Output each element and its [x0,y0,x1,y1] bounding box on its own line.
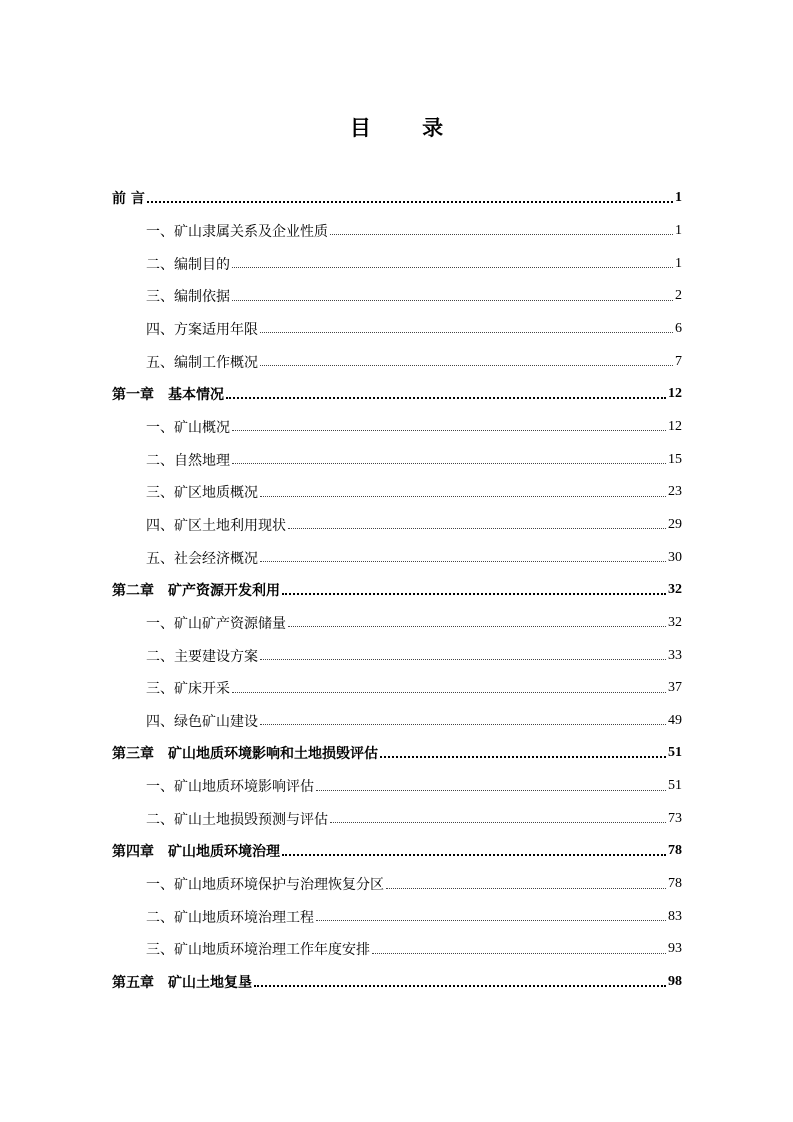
toc-page-number: 1 [675,255,682,271]
toc-dot-leader [260,710,666,725]
toc-dot-leader [330,808,666,823]
toc-page-number: 33 [668,647,682,663]
toc-section-entry[interactable] [112,247,682,280]
toc-page-number: 78 [668,876,682,892]
toc-dot-leader [288,514,666,529]
toc-page-number: 12 [668,386,682,402]
toc-entry-label: 第一章 基本情况 [112,387,224,404]
toc-entry-label: 三、矿区地质概况 [146,485,258,502]
toc-page-number: 1 [675,190,682,206]
toc-entry-label: 三、编制依据 [146,289,230,306]
toc-section-entry[interactable] [112,476,682,509]
toc-section-entry[interactable] [112,280,682,313]
toc-entry-label: 第三章 矿山地质环境影响和土地损毁评估 [112,746,378,763]
page-title: 目 录 [349,116,466,140]
toc-section-entry[interactable] [112,770,682,803]
toc-entry-label: 三、矿山地质环境治理工作年度安排 [146,942,370,959]
toc-dot-leader [260,482,666,497]
toc-section-entry[interactable] [112,705,682,738]
toc-chapter-entry[interactable] [112,574,682,607]
toc-entry-label: 一、矿山概况 [146,419,230,436]
toc-dot-leader [260,318,673,333]
toc-dot-leader [316,776,666,791]
table-of-contents [112,182,682,998]
toc-page-number: 1 [675,222,682,238]
toc-entry-label: 第四章 矿山地质环境治理 [112,844,280,861]
toc-dot-leader [260,547,666,562]
toc-entry-label: 四、矿区土地利用现状 [146,517,286,534]
toc-section-entry[interactable] [112,215,682,248]
toc-page-number: 98 [668,974,682,990]
toc-entry-label: 三、矿床开采 [146,681,230,698]
toc-entry-label: 一、矿山地质环境影响评估 [146,779,314,796]
toc-entry-label: 第二章 矿产资源开发利用 [112,583,280,600]
toc-dot-leader [316,906,666,921]
toc-dot-leader [232,253,673,268]
toc-dot-leader [288,612,666,627]
toc-section-entry[interactable] [112,607,682,640]
toc-section-entry[interactable] [112,933,682,966]
toc-dot-leader [254,971,666,987]
toc-chapter-entry[interactable] [112,966,682,999]
toc-section-entry[interactable] [112,345,682,378]
toc-chapter-entry[interactable] [112,182,682,215]
toc-chapter-entry[interactable] [112,378,682,411]
toc-chapter-entry[interactable] [112,835,682,868]
toc-section-entry[interactable] [112,411,682,444]
toc-entry-label: 二、编制目的 [146,256,230,273]
toc-section-entry[interactable] [112,802,682,835]
toc-page-number: 32 [668,614,682,630]
toc-entry-label: 二、主要建设方案 [146,648,258,665]
toc-page-number: 15 [668,451,682,467]
toc-dot-leader [232,678,666,693]
toc-entry-label: 二、自然地理 [146,452,230,469]
toc-page-number: 32 [668,582,682,598]
toc-section-entry[interactable] [112,443,682,476]
toc-entry-label: 二、矿山土地损毁预测与评估 [146,811,328,828]
toc-chapter-entry[interactable] [112,737,682,770]
toc-entry-label: 四、绿色矿山建设 [146,713,258,730]
toc-page-number: 29 [668,516,682,532]
toc-dot-leader [147,187,673,203]
toc-section-entry[interactable] [112,313,682,346]
toc-entry-label: 一、矿山地质环境保护与治理恢复分区 [146,877,384,894]
toc-page-number: 6 [675,320,682,336]
toc-dot-leader [232,416,666,431]
toc-entry-label: 五、社会经济概况 [146,550,258,567]
toc-entry-label: 四、方案适用年限 [146,321,258,338]
toc-dot-leader [232,449,666,464]
toc-page-number: 93 [668,941,682,957]
toc-entry-label: 第五章 矿山土地复垦 [112,975,252,992]
toc-section-entry[interactable] [112,509,682,542]
toc-section-entry[interactable] [112,639,682,672]
toc-page-number: 7 [675,353,682,369]
toc-dot-leader [282,579,666,595]
toc-entry-label: 一、矿山隶属关系及企业性质 [146,223,328,240]
toc-page-number: 83 [668,908,682,924]
toc-entry-label: 一、矿山矿产资源储量 [146,615,286,632]
toc-dot-leader [232,286,673,301]
toc-page-number: 37 [668,680,682,696]
toc-dot-leader [226,383,666,399]
toc-section-entry[interactable] [112,541,682,574]
toc-page-number: 23 [668,484,682,500]
toc-page-number: 12 [668,418,682,434]
toc-entry-label: 前 言 [112,191,145,208]
toc-dot-leader [372,939,666,954]
toc-page-number: 78 [668,843,682,859]
toc-page-number: 51 [668,778,682,794]
toc-dot-leader [282,840,666,856]
toc-dot-leader [380,742,666,758]
toc-section-entry[interactable] [112,900,682,933]
toc-page-number: 73 [668,810,682,826]
toc-dot-leader [260,645,666,660]
toc-section-entry[interactable] [112,868,682,901]
toc-entry-label: 五、编制工作概况 [146,354,258,371]
toc-dot-leader [330,220,673,235]
toc-section-entry[interactable] [112,672,682,705]
toc-dot-leader [386,874,666,889]
toc-page-number: 51 [668,745,682,761]
toc-entry-label: 二、矿山地质环境治理工程 [146,909,314,926]
toc-page-number: 2 [675,288,682,304]
toc-page-number: 30 [668,549,682,565]
toc-page-number: 49 [668,712,682,728]
toc-dot-leader [260,351,673,366]
